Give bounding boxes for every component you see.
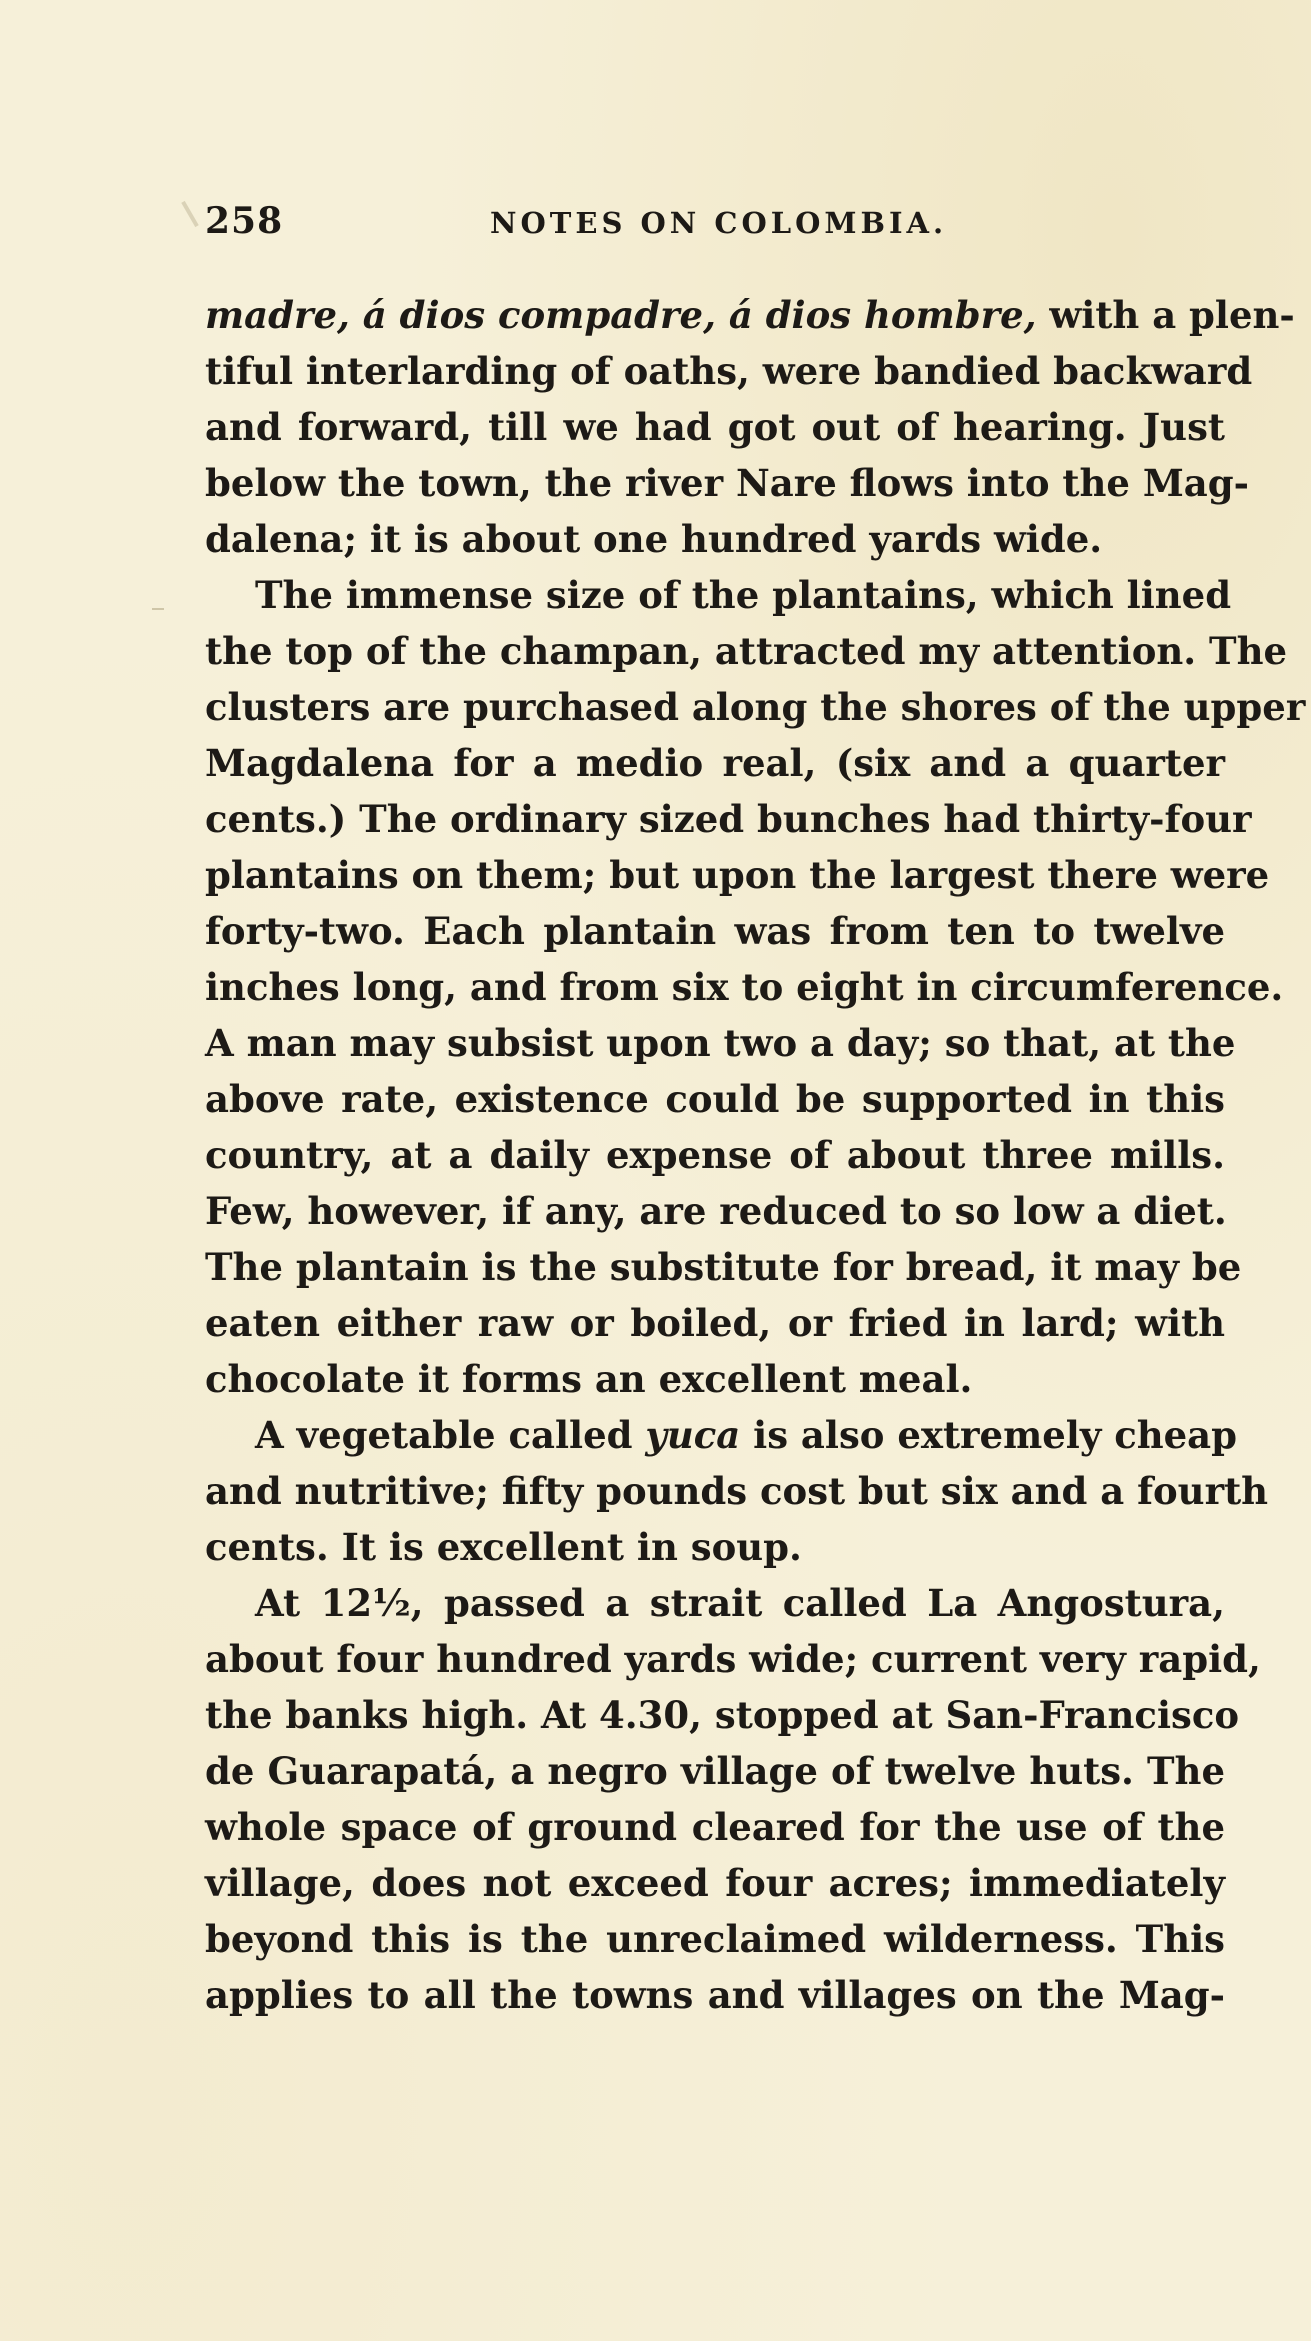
text-line: the top of the champan, attracted my attention. The [205, 629, 1288, 673]
text-line: At 12½, passed a strait called La Angostura, [255, 1581, 1225, 1625]
text-line: de Guarapatá, a negro village of twelve huts. The [205, 1749, 1225, 1793]
text-line: beyond this is the unreclaimed wilderness. This [205, 1917, 1225, 1961]
text-line: The immense size of the plantains, which lined [255, 573, 1232, 617]
text-line: cents. It is excellent in soup. [205, 1525, 802, 1569]
text-line: and nutritive; fifty pounds cost but six and a fourth [205, 1469, 1269, 1513]
text-line: the banks high. At 4.30, stopped at San-Francisco [205, 1693, 1240, 1737]
text-line: inches long, and from six to eight in circumference. [205, 965, 1284, 1009]
text-line: madre, á dios compadre, á dios hombre, with a plen- [205, 293, 1295, 337]
text-line: plantains on them; but upon the largest there were [205, 853, 1270, 897]
text-line: above rate, existence could be supported in this [205, 1077, 1225, 1121]
text-line: clusters are purchased along the shores of the upper [205, 685, 1306, 729]
paper-blemish [181, 201, 198, 227]
body-text [205, 287, 1306, 2023]
margin-mark [152, 608, 164, 610]
text-line: tiful interlarding of oaths, were bandied backward [205, 349, 1253, 393]
text-line: village, does not exceed four acres; immediately [205, 1861, 1225, 1905]
text-line: cents.) The ordinary sized bunches had thirty-four [205, 797, 1252, 841]
text-line: A man may subsist upon two a day; so that, at the [205, 1021, 1236, 1065]
text-line: Magdalena for a medio real, (six and a quarter [205, 741, 1225, 785]
text-line: country, at a daily expense of about three mills. [205, 1133, 1225, 1177]
text-line: and forward, till we had got out of hearing. Just [205, 405, 1225, 449]
text-line: dalena; it is about one hundred yards wide. [205, 517, 1103, 561]
text-line: whole space of ground cleared for the use of the [205, 1805, 1225, 1849]
text-line: Few, however, if any, are reduced to so low a diet. [205, 1189, 1227, 1233]
text-line: applies to all the towns and villages on the Mag- [205, 1973, 1225, 2017]
text-line: forty-two. Each plantain was from ten to twelve [205, 909, 1225, 953]
running-title: NOTES ON COLOMBIA. [490, 206, 948, 240]
page-number: 258 [205, 200, 284, 242]
text-line: A vegetable called yuca is also extremely cheap [255, 1413, 1238, 1457]
text-line: about four hundred yards wide; current very rapid, [205, 1637, 1261, 1681]
text-line: below the town, the river Nare flows into the Mag- [205, 461, 1249, 505]
text-line: eaten either raw or boiled, or fried in lard; with [205, 1301, 1225, 1345]
text-line: chocolate it forms an excellent meal. [205, 1357, 973, 1401]
text-line: The plantain is the substitute for bread, it may be [205, 1245, 1242, 1289]
italic-phrase: madre, á dios compadre, á dios hombre, [205, 293, 1037, 337]
running-head [205, 200, 1225, 250]
italic-word: yuca [645, 1413, 741, 1457]
